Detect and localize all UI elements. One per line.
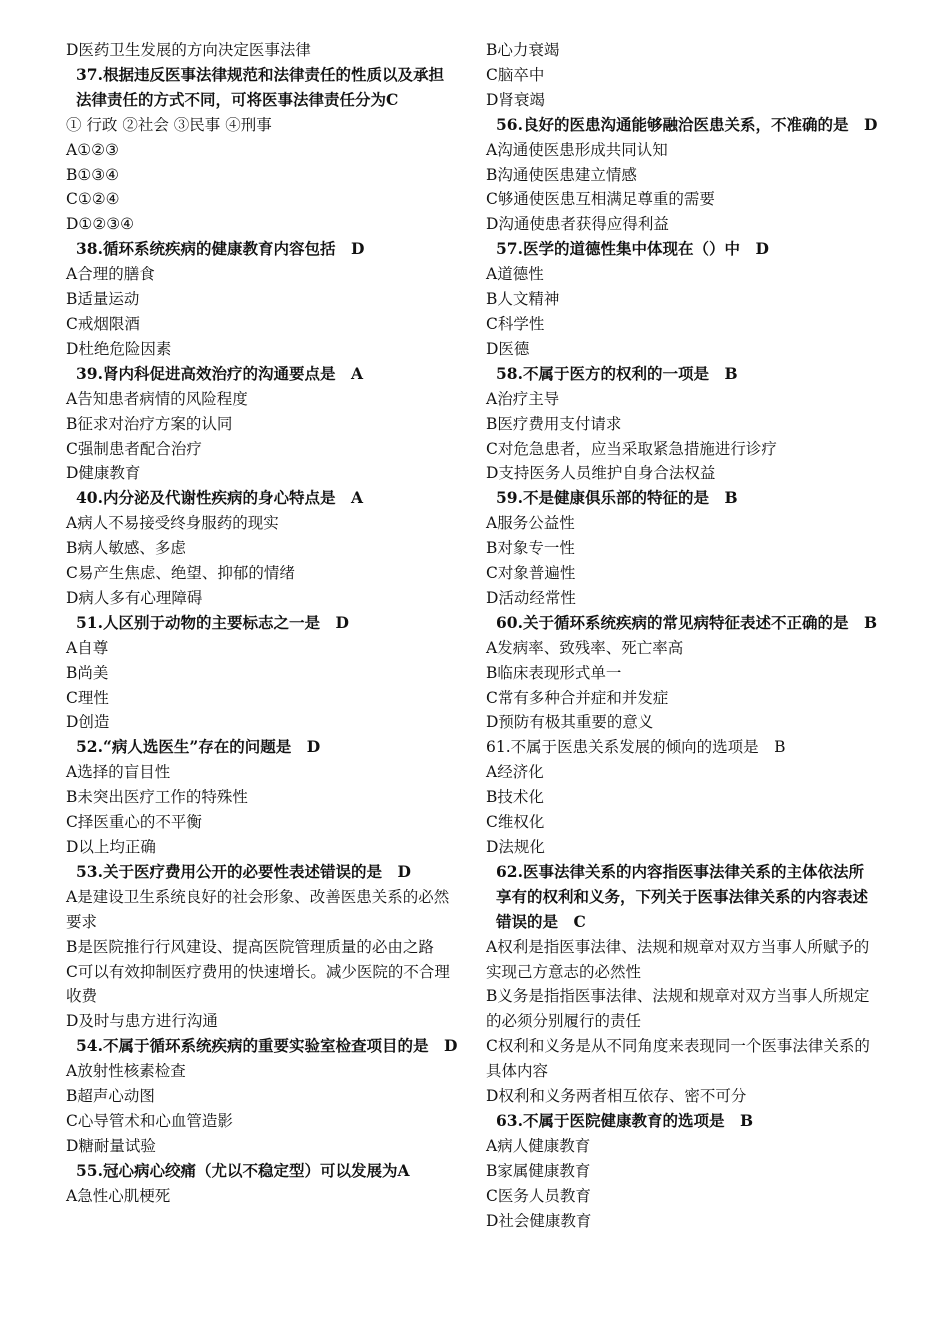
option-text: D预防有极其重要的意义 [486, 713, 654, 732]
option-text: C权利和义务是从不同角度来表现同一个医事法律关系的具体内容 [486, 1037, 870, 1081]
option-text: C易产生焦虑、绝望、抑郁的情绪 [66, 564, 295, 583]
question-text: 37.根据违反医事法律规范和法律责任的性质以及承担法律责任的方式不同，可将医事法律责任分为C [76, 64, 444, 109]
option-text: B心力衰竭 [486, 41, 560, 59]
option-text: A治疗主导 [486, 389, 560, 408]
option-text: D肾衰竭 [486, 90, 545, 109]
option-text: D①②③④ [66, 215, 135, 234]
option-text: B适量运动 [66, 290, 140, 309]
option-text: A发病率、致残率、死亡率高 [486, 638, 684, 657]
option-text: A病人不易接受终身服药的现实 [66, 514, 279, 533]
option-text: B征求对治疗方案的认同 [66, 414, 233, 433]
option-text: B沟通使医患建立情感 [486, 165, 637, 184]
question-text: 60.关于循环系统疾病的常见病特征表述不正确的是 B [496, 612, 878, 632]
option-text: D活动经常性 [486, 588, 576, 607]
option-text: D病人多有心理障碍 [66, 588, 203, 607]
option-text: B义务是指指医事法律、法规和规章对双方当事人所规定的必须分别履行的责任 [486, 987, 870, 1031]
option-text: A沟通使医患形成共同认知 [486, 140, 668, 159]
question-text: 59.不是健康俱乐部的特征的是 B [496, 488, 738, 508]
question-text: 62.医事法律关系的内容指医事法律关系的主体依法所享有的权利和义务，下列关于医事法律关系的内容表述错误的是 C [496, 861, 869, 931]
option-text: C①②④ [66, 190, 120, 209]
question-text: 51.人区别于动物的主要标志之一是 D [76, 612, 349, 632]
option-text: A合理的膳食 [66, 265, 155, 284]
option-text: B技术化 [486, 788, 544, 807]
right-column [486, 38, 878, 1234]
option-text: D权利和义务两者相互依存、密不可分 [486, 1087, 747, 1106]
question-text: 54.不属于循环系统疾病的重要实验室检查项目的是 D [76, 1036, 458, 1056]
question-text: 53.关于医疗费用公开的必要性表述错误的是 D [76, 861, 411, 881]
option-text: C可以有效抑制医疗费用的快速增长。减少医院的不合理收费 [66, 962, 450, 1006]
option-text: B①③④ [66, 165, 120, 184]
option-text: B是医院推行行风建设、提高医院管理质量的必由之路 [66, 937, 434, 956]
option-text: C常有多种合并症和并发症 [486, 688, 669, 707]
option-text: A服务公益性 [486, 514, 575, 533]
question-text: 63.不属于医院健康教育的选项是 B [496, 1110, 754, 1130]
option-text: D沟通使患者获得应得利益 [486, 215, 669, 234]
option-text: D法规化 [486, 838, 545, 856]
option-text: C对危急患者，应当采取紧急措施进行诊疗 [486, 439, 777, 458]
question-text: 58.不属于医方的权利的一项是 B [496, 363, 738, 383]
option-text: C理性 [66, 688, 109, 707]
option-text: C医务人员教育 [486, 1186, 591, 1205]
option-text: B家属健康教育 [486, 1161, 591, 1180]
option-text: A告知患者病情的风险程度 [66, 389, 248, 408]
option-text: B病人敏感、多虑 [66, 539, 186, 558]
option-text: A病人健康教育 [486, 1136, 591, 1155]
option-text: C戒烟限酒 [66, 314, 140, 333]
option-text: D医德 [486, 339, 530, 358]
left-column [66, 38, 458, 1209]
option-text: C维权化 [486, 813, 545, 832]
option-text: D支持医务人员维护自身合法权益 [486, 464, 716, 483]
option-text: A自尊 [66, 638, 109, 657]
question-text: 39.肾内科促进高效治疗的沟通要点是 A [76, 363, 363, 383]
option-text: B人文精神 [486, 290, 560, 309]
option-text: D杜绝危险因素 [66, 339, 172, 358]
option-text: 61.不属于医患关系发展的倾向的选项是 B [486, 738, 786, 757]
option-text: D医药卫生发展的方向决定医事法律 [66, 41, 311, 59]
option-text: A选择的盲目性 [66, 763, 171, 782]
option-text: B临床表现形式单一 [486, 663, 622, 682]
option-text: C择医重心的不平衡 [66, 813, 202, 832]
option-text: A权利是指医事法律、法规和规章对双方当事人所赋予的实现己方意志的必然性 [486, 937, 870, 981]
option-text: B医疗费用支付请求 [486, 414, 622, 433]
question-text: 40.内分泌及代谢性疾病的身心特点是 A [76, 488, 363, 508]
option-text: ① 行政 ②社会 ③民事 ④刑事 [66, 115, 272, 134]
option-text: C对象普遍性 [486, 564, 576, 583]
option-text: C科学性 [486, 314, 545, 333]
option-text: C强制患者配合治疗 [66, 439, 202, 458]
option-text: B尚美 [66, 663, 109, 682]
option-text: A经济化 [486, 763, 544, 782]
option-text: D糖耐量试验 [66, 1136, 156, 1155]
option-text: A放射性核素检查 [66, 1062, 186, 1081]
option-text: A道德性 [486, 265, 544, 284]
question-text: 56.良好的医患沟通能够融洽医患关系，不准确的是 D [496, 114, 878, 134]
option-text: A急性心肌梗死 [66, 1186, 171, 1205]
option-text: C心导管术和心血管造影 [66, 1111, 233, 1130]
question-text: 57.医学的道德性集中体现在（）中 D [496, 239, 769, 259]
option-text: A是建设卫生系统良好的社会形象、改善医患关系的必然要求 [66, 887, 450, 931]
option-text: C脑卒中 [486, 65, 545, 84]
question-text: 55.冠心病心绞痛（尤以不稳定型）可以发展为A [76, 1160, 410, 1180]
question-text: 38.循环系统疾病的健康教育内容包括 D [76, 239, 365, 259]
option-text: D社会健康教育 [486, 1211, 592, 1230]
option-text: D及时与患方进行沟通 [66, 1012, 218, 1031]
option-text: B未突出医疗工作的特殊性 [66, 788, 248, 807]
option-text: B对象专一性 [486, 539, 575, 558]
option-text: D健康教育 [66, 464, 141, 483]
option-text: D以上均正确 [66, 838, 156, 856]
option-text: C够通使医患互相满足尊重的需要 [486, 190, 715, 209]
option-text: D创造 [66, 713, 110, 732]
question-text: 52.“病人选医生”存在的问题是 D [76, 737, 321, 757]
option-text: A①②③ [66, 140, 119, 159]
option-text: B超声心动图 [66, 1087, 155, 1106]
